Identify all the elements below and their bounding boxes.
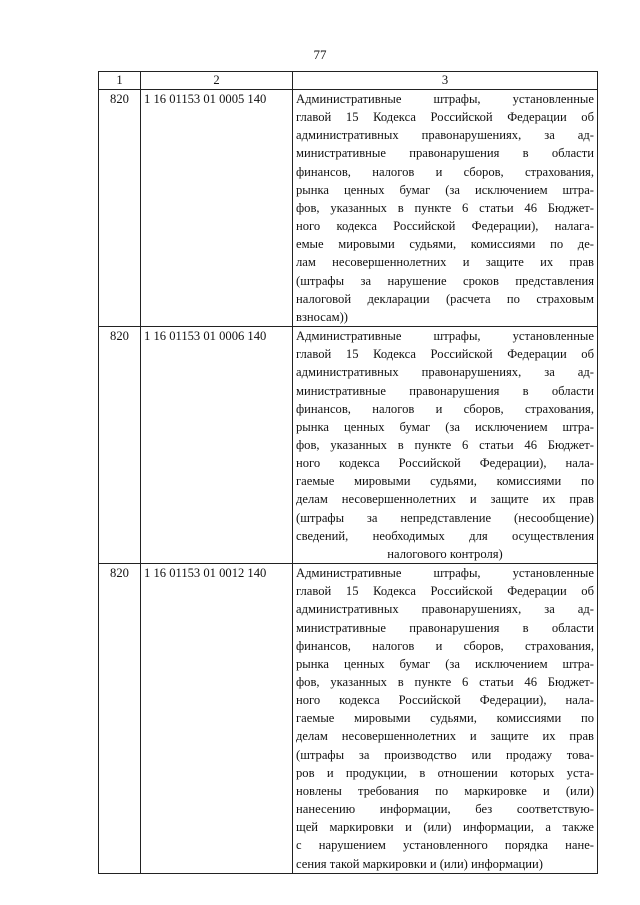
page-number: 77 [313,47,327,62]
table-row [99,564,598,874]
description-line: (штрафы за нарушение сроков представления [296,273,594,288]
description-line: министративные правонарушения в области [296,146,594,161]
description-line: главой 15 Кодекса Российской Федерации об [296,347,594,362]
budget-code-cell: 1 16 01153 01 0006 140 [141,327,293,564]
description-line: ного кодекса Российской Федерации), налага- [296,219,594,234]
description-line: взносам)) [296,309,348,324]
description-line: главой 15 Кодекса Российской Федерации об [296,584,594,599]
description-line: налоговой декларации (расчета по страховым [296,291,594,306]
description-line: финансов, налогов и сборов, страхования, [296,164,594,179]
description-line: министративные правонарушения в области [296,383,594,398]
description-line: с нарушением установленного порядка нане- [296,838,594,853]
description-line: налогового контроля) [387,546,503,561]
table-row [99,327,598,564]
description-line: административных правонарушениях, за ад- [296,128,594,143]
description-cell [293,564,598,874]
description-line: рынка ценных бумаг (за исключением штра- [296,182,594,197]
description-line: ного кодекса Российской Федерации), нала- [296,693,594,708]
description-line: щей маркировки и (или) информации, а также [296,820,594,835]
description-line: фов, указанных в пункте 6 статьи 46 Бюджет- [296,200,594,215]
description-line: нанесению информации, без соответствую- [296,802,594,817]
header-row [99,72,598,90]
description-line: министративные правонарушения в области [296,620,594,635]
description-line: делам несовершеннолетних и защите их прав [296,729,594,744]
description-line: делам несовершеннолетних и защите их прав [296,492,594,507]
description-line: финансов, налогов и сборов, страхования, [296,401,594,416]
description-line: (штрафы за производство или продажу това- [296,747,594,762]
description-line: Административные штрафы, установленные [296,329,594,344]
description-line: Административные штрафы, установленные [296,92,594,106]
description-line: главой 15 Кодекса Российской Федерации об [296,110,594,125]
description-line: фов, указанных в пункте 6 статьи 46 Бюджет- [296,675,594,689]
description-line: рынка ценных бумаг (за исключением штра- [296,419,594,434]
admin-code-cell: 820 [99,327,141,564]
description-line: сведений, необходимых для осуществления [296,528,594,543]
description-line: лам несовершеннолетних и защите их прав [296,255,594,270]
description-line: ров и продукции, в отношении которых уста- [296,765,594,780]
fees-table [98,71,598,874]
description-line: фов, указанных в пункте 6 статьи 46 Бюджет- [296,437,594,452]
admin-code-cell: 820 [99,564,141,874]
description-line: административных правонарушениях, за ад- [296,365,594,380]
budget-code-cell: 1 16 01153 01 0012 140 [141,564,293,874]
admin-code-cell: 820 [99,90,141,327]
description-line: емые мировыми судьями, комиссиями по де- [296,237,594,252]
description-line: рынка ценных бумаг (за исключением штра- [296,656,594,671]
description-line: ного кодекса Российской Федерации), нала- [296,456,594,471]
budget-code-cell: 1 16 01153 01 0005 140 [141,90,293,327]
description-cell [293,327,598,564]
column-header-3: 3 [293,72,598,90]
description-line: административных правонарушениях, за ад- [296,602,594,617]
description-line: финансов, налогов и сборов, страхования, [296,638,594,653]
description-line: Административные штрафы, установленные [296,566,594,581]
description-line: гаемые мировыми судьями, комиссиями по [296,711,594,726]
table-row [99,90,598,327]
column-header-1: 1 [99,72,141,90]
description-line: (штрафы за непредставление (несообщение) [296,510,594,525]
description-line: гаемые мировыми судьями, комиссиями по [296,474,594,489]
description-line: сения такой маркировки и (или) информации) [296,856,543,871]
description-line: новлены требования по маркировке и (или) [296,783,594,798]
column-header-2: 2 [141,72,293,90]
description-cell [293,90,598,327]
